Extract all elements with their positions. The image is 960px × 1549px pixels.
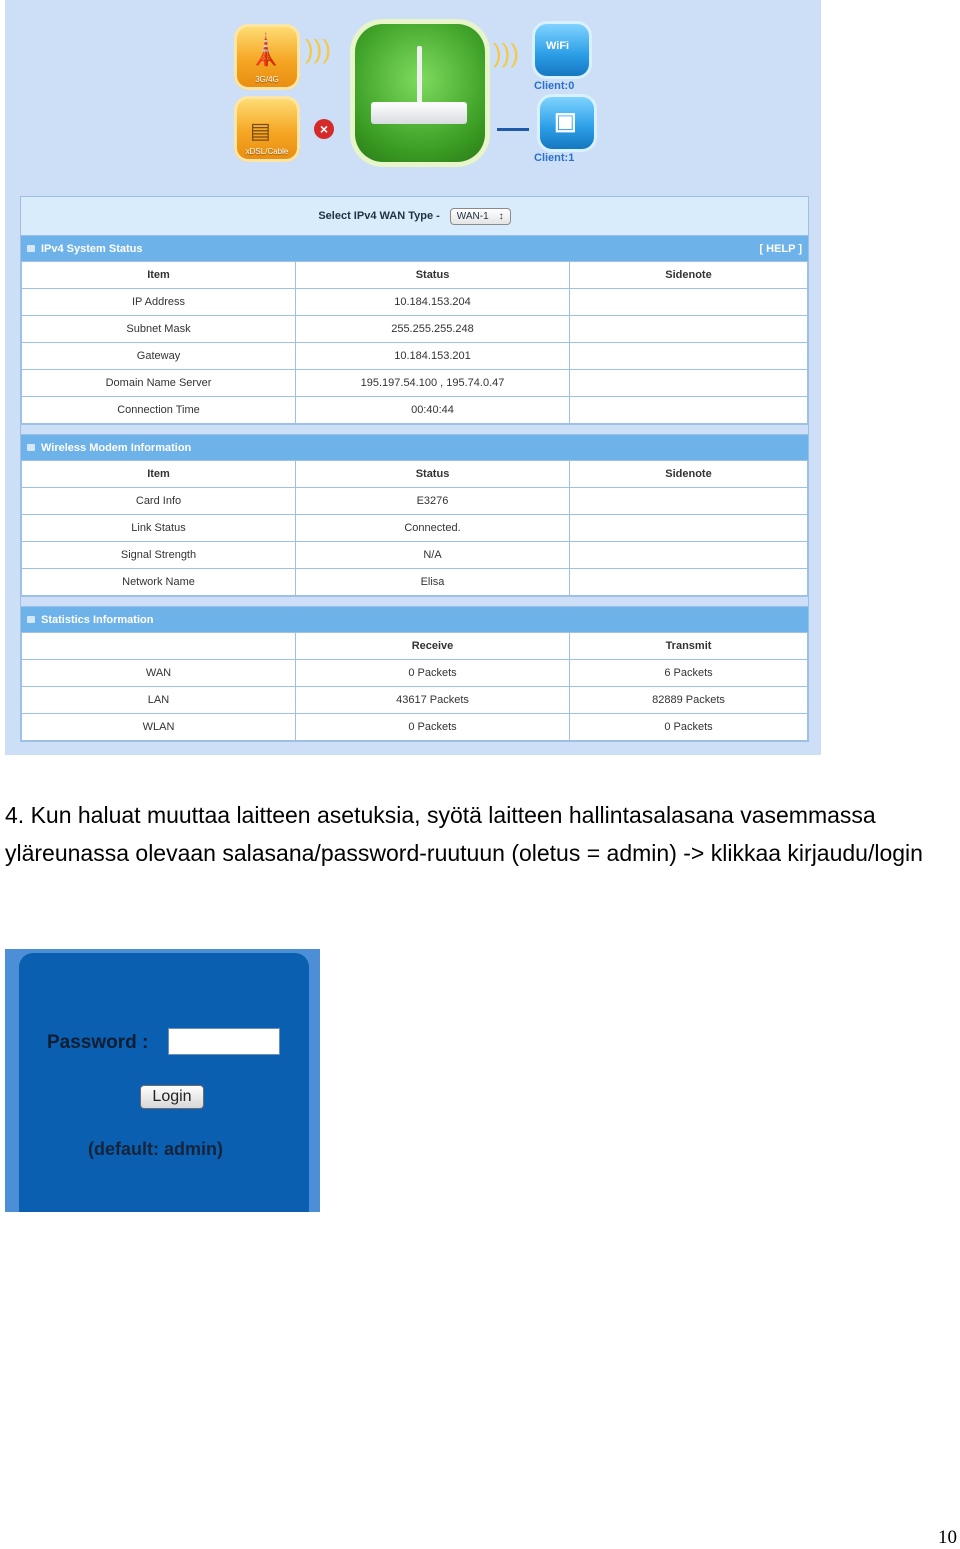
table-cell: Connected. <box>296 515 570 542</box>
wan-type-bar <box>21 197 808 236</box>
status-panel <box>20 196 809 742</box>
column-header: Transmit <box>570 633 808 660</box>
lan-link-line <box>497 128 529 131</box>
table-header-row <box>22 262 808 289</box>
instruction-paragraph: 4. Kun haluat muuttaa laitteen asetuksia, syötä laitteen hallintasalasana vasemmassa yläreunassa olevaan salasana/password-ruutuun (oletus = admin) -> klikkaa kirjaudu/login <box>5 802 923 866</box>
table-row <box>22 316 808 343</box>
table-cell: Gateway <box>22 343 296 370</box>
table-cell: Card Info <box>22 488 296 515</box>
password-input[interactable] <box>168 1028 280 1055</box>
table-cell: Domain Name Server <box>22 370 296 397</box>
table-row <box>22 515 808 542</box>
password-label: Password : <box>47 1032 149 1053</box>
table-cell <box>570 569 808 596</box>
table-row <box>22 370 808 397</box>
section-gap <box>21 424 808 435</box>
table-row <box>22 488 808 515</box>
table-cell <box>570 316 808 343</box>
table-header-row <box>22 461 808 488</box>
table-cell <box>570 515 808 542</box>
table-cell: E3276 <box>296 488 570 515</box>
wireless-modem-header <box>21 435 808 460</box>
help-link[interactable]: [ HELP ] <box>759 242 802 255</box>
section-gap <box>21 596 808 607</box>
modem-glyph: ▤ <box>250 118 271 143</box>
router-status-screenshot <box>5 0 821 755</box>
table-cell: IP Address <box>22 289 296 316</box>
table-cell <box>570 370 808 397</box>
table-cell: 82889 Packets <box>570 687 808 714</box>
column-header: Receive <box>296 633 570 660</box>
table-cell <box>570 343 808 370</box>
wireless-modem-table <box>21 460 808 596</box>
wan-type-select[interactable] <box>450 208 511 225</box>
table-cell: Link Status <box>22 515 296 542</box>
table-cell: N/A <box>296 542 570 569</box>
table-cell: 255.255.255.248 <box>296 316 570 343</box>
lan-client-count: Client:1 <box>534 152 575 164</box>
lan-client-icon[interactable] <box>540 97 594 149</box>
table-row <box>22 687 808 714</box>
statistics-header <box>21 607 808 632</box>
wireless-modem-title: Wireless Modem Information <box>27 442 191 454</box>
table-header-row <box>22 633 808 660</box>
table-row <box>22 542 808 569</box>
column-header: Sidenote <box>570 262 808 289</box>
column-header: Item <box>22 461 296 488</box>
cell-tower-glyph: 🗼 <box>247 34 285 67</box>
xdsl-cable-icon[interactable] <box>234 96 300 162</box>
table-cell: WLAN <box>22 714 296 741</box>
xdsl-cable-label: xDSL/Cable <box>245 147 289 156</box>
table-cell <box>570 397 808 424</box>
wifi-client-count: Client:0 <box>534 80 575 92</box>
table-cell: 00:40:44 <box>296 397 570 424</box>
table-cell: 10.184.153.204 <box>296 289 570 316</box>
table-cell: 195.197.54.100 , 195.74.0.47 <box>296 370 570 397</box>
column-header: Status <box>296 461 570 488</box>
statistics-title: Statistics Information <box>27 614 153 626</box>
table-cell: 6 Packets <box>570 660 808 687</box>
table-cell: Subnet Mask <box>22 316 296 343</box>
ipv4-status-title: IPv4 System Status <box>27 243 143 255</box>
table-cell: 0 Packets <box>296 660 570 687</box>
ipv4-status-table <box>21 261 808 424</box>
table-row <box>22 343 808 370</box>
login-button[interactable]: Login <box>140 1085 204 1109</box>
column-header: Sidenote <box>570 461 808 488</box>
table-cell: Network Name <box>22 569 296 596</box>
column-header: Item <box>22 262 296 289</box>
table-cell: 10.184.153.201 <box>296 343 570 370</box>
table-cell <box>570 289 808 316</box>
select-arrows-icon: ↕ <box>498 210 504 222</box>
wifi-icon-label: WiFi <box>546 40 570 52</box>
monitor-glyph: ▣ <box>554 108 577 135</box>
table-cell: LAN <box>22 687 296 714</box>
table-row <box>22 569 808 596</box>
signal-waves-icon: ))) <box>305 34 331 64</box>
mobile-broadband-icon[interactable] <box>234 24 300 90</box>
table-row <box>22 289 808 316</box>
disconnected-x-icon: × <box>314 119 334 139</box>
router-antenna <box>417 46 422 104</box>
login-screenshot <box>5 949 320 1212</box>
login-panel <box>19 953 309 1212</box>
table-cell: 0 Packets <box>570 714 808 741</box>
table-cell <box>570 542 808 569</box>
table-cell: Elisa <box>296 569 570 596</box>
statistics-table <box>21 632 808 741</box>
column-header: Status <box>296 262 570 289</box>
table-cell: WAN <box>22 660 296 687</box>
wan-type-value: WAN-1 <box>456 210 489 222</box>
wifi-waves-icon: ))) <box>493 38 519 68</box>
router-icon <box>355 24 485 162</box>
table-cell: Connection Time <box>22 397 296 424</box>
table-cell <box>570 488 808 515</box>
table-cell: 43617 Packets <box>296 687 570 714</box>
table-row <box>22 714 808 741</box>
wifi-client-icon[interactable] <box>535 24 589 76</box>
table-row <box>22 397 808 424</box>
mobile-broadband-label: 3G/4G <box>255 75 279 84</box>
default-password-hint: (default: admin) <box>88 1139 223 1159</box>
ipv4-status-header <box>21 236 808 261</box>
page-number: 10 <box>938 1527 957 1548</box>
table-row <box>22 660 808 687</box>
router-body <box>371 102 467 124</box>
table-cell: Signal Strength <box>22 542 296 569</box>
wan-type-label: Select IPv4 WAN Type - <box>318 210 440 222</box>
table-cell: 0 Packets <box>296 714 570 741</box>
column-header <box>22 633 296 660</box>
